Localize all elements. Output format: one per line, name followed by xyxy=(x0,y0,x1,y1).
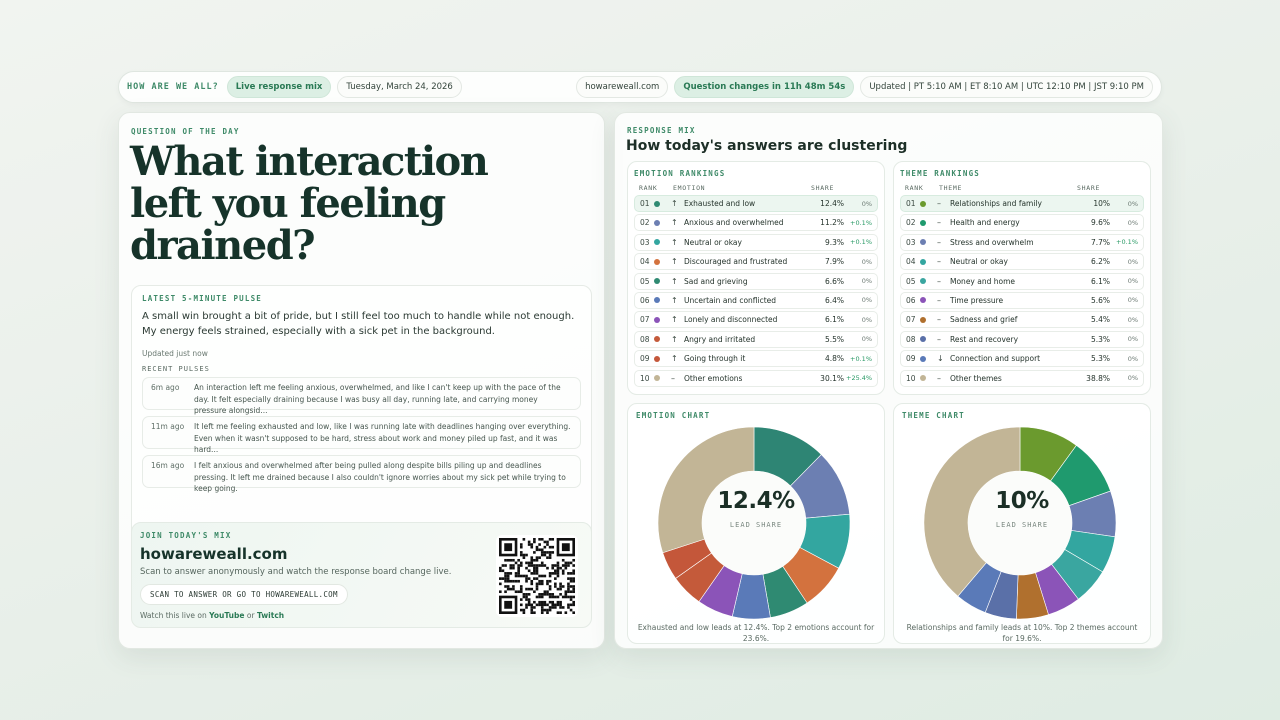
qr-code-icon[interactable] xyxy=(496,535,578,617)
ranking-row[interactable] xyxy=(900,292,1144,309)
col-name: THEME xyxy=(939,184,963,192)
rank-share: 7.9% xyxy=(824,257,844,267)
trend-arrow-icon: – xyxy=(937,295,941,305)
rank-change: 0% xyxy=(861,257,872,266)
rank-share: 38.8% xyxy=(1086,373,1110,383)
response-title: How today's answers are clustering xyxy=(626,138,908,154)
emotion-chart-eyebrow: EMOTION CHART xyxy=(636,411,711,420)
rank-label: Lonely and disconnected xyxy=(684,315,778,325)
rank-change: 0% xyxy=(861,335,872,344)
recent-pulse-item xyxy=(142,416,581,454)
trend-arrow-icon: ↑ xyxy=(671,237,678,247)
updated-times-pill: Updated | PT 5:10 AM | ET 8:10 AM | UTC 12:10 PM | JST 9:10 PM xyxy=(860,76,1153,98)
rank-change: 0% xyxy=(1127,277,1138,286)
rank-share: 5.5% xyxy=(824,334,844,344)
ranking-row[interactable] xyxy=(634,350,878,367)
rank-number: 02 xyxy=(906,218,916,228)
col-share: SHARE xyxy=(1077,184,1101,192)
rank-share: 11.2% xyxy=(820,218,844,228)
rank-label: Discouraged and frustrated xyxy=(684,257,788,267)
rank-change: +0.1% xyxy=(850,218,872,227)
rank-change: 0% xyxy=(861,277,872,286)
ranking-row[interactable] xyxy=(900,273,1144,290)
rank-change: 0% xyxy=(1127,218,1138,227)
rank-share: 6.6% xyxy=(824,276,844,286)
color-dot-icon xyxy=(920,297,926,303)
scan-answer-button[interactable]: SCAN TO ANSWER OR GO TO HOWAREWEALL.COM xyxy=(140,584,348,605)
rank-number: 01 xyxy=(640,199,650,208)
rank-label: Uncertain and conflicted xyxy=(684,295,777,305)
rank-change: 0% xyxy=(861,296,872,305)
rankings-header xyxy=(900,184,1144,192)
ranking-row[interactable] xyxy=(634,331,878,348)
rank-label: Stress and overwhelm xyxy=(950,237,1034,247)
rank-label: Health and energy xyxy=(950,218,1020,228)
rank-change: 0% xyxy=(1127,199,1138,208)
rank-label: Relationships and family xyxy=(950,199,1042,208)
ranking-row[interactable] xyxy=(634,214,878,231)
rank-number: 06 xyxy=(906,295,916,305)
rank-share: 9.6% xyxy=(1090,218,1110,228)
pulse-text: An interaction left me feeling anxious, overwhelmed, and like I can't keep up with the pace of the day. It felt especially draining because I was busy all day, running late, and carrying money pressure alongsid... xyxy=(194,383,561,415)
rank-change: +0.1% xyxy=(1116,238,1138,247)
trend-arrow-icon: – xyxy=(937,199,941,208)
rank-number: 06 xyxy=(640,295,650,305)
trend-arrow-icon: ↑ xyxy=(671,295,678,305)
watch-or: or xyxy=(246,611,255,620)
rank-share: 6.4% xyxy=(824,295,844,305)
rank-label: Neutral or okay xyxy=(684,237,742,247)
rank-number: 09 xyxy=(640,354,650,364)
color-dot-icon xyxy=(654,356,660,362)
youtube-link[interactable]: YouTube xyxy=(209,611,245,620)
rank-share: 9.3% xyxy=(824,237,844,247)
ranking-row[interactable] xyxy=(634,234,878,251)
color-dot-icon xyxy=(920,278,926,284)
rank-number: 05 xyxy=(640,276,650,286)
rank-share: 6.1% xyxy=(1090,276,1110,286)
color-dot-icon xyxy=(654,259,660,265)
trend-arrow-icon: – xyxy=(937,315,941,325)
color-dot-icon xyxy=(920,201,926,207)
live-mix-badge[interactable]: Live response mix xyxy=(227,76,332,98)
color-dot-icon xyxy=(920,356,926,362)
rank-label: Going through it xyxy=(684,354,746,364)
twitch-link[interactable]: Twitch xyxy=(256,611,285,620)
color-dot-icon xyxy=(654,375,660,381)
ranking-row[interactable] xyxy=(900,311,1144,328)
watch-prefix: Watch this live on xyxy=(140,611,207,620)
theme-lead-share: 10% xyxy=(995,488,1049,514)
trend-arrow-icon: ↑ xyxy=(671,257,678,267)
trend-arrow-icon: – xyxy=(937,218,941,228)
rank-label: Rest and recovery xyxy=(950,334,1019,344)
ranking-row[interactable] xyxy=(634,195,878,212)
pulse-time: 6m ago xyxy=(151,383,180,392)
color-dot-icon xyxy=(920,259,926,265)
trend-arrow-icon: ↑ xyxy=(671,354,678,364)
rank-change: 0% xyxy=(1127,257,1138,266)
col-share: SHARE xyxy=(811,184,835,192)
color-dot-icon xyxy=(920,336,926,342)
col-rank: RANK xyxy=(905,184,924,192)
trend-arrow-icon: – xyxy=(937,373,941,383)
ranking-row[interactable] xyxy=(900,253,1144,270)
rank-change: 0% xyxy=(1127,315,1138,324)
ranking-row[interactable] xyxy=(900,370,1144,387)
rank-change: 0% xyxy=(1127,335,1138,344)
rank-label: Exhausted and low xyxy=(684,199,756,208)
ranking-row[interactable] xyxy=(900,214,1144,231)
color-dot-icon xyxy=(920,220,926,226)
trend-arrow-icon: – xyxy=(937,276,941,286)
rank-label: Angry and irritated xyxy=(684,334,756,344)
rank-number: 08 xyxy=(906,334,916,344)
pulse-eyebrow: LATEST 5-MINUTE PULSE xyxy=(142,294,263,303)
rank-number: 10 xyxy=(906,373,916,383)
pulse-time: 11m ago xyxy=(151,422,185,431)
trend-arrow-icon: ↑ xyxy=(671,315,678,325)
rank-number: 07 xyxy=(640,315,650,325)
rank-share: 4.8% xyxy=(824,354,844,364)
emotion-chart-card xyxy=(627,403,885,644)
rank-change: 0% xyxy=(861,199,872,208)
rank-share: 6.2% xyxy=(1090,257,1110,267)
ranking-row[interactable] xyxy=(900,234,1144,251)
site-pill[interactable]: howareweall.com xyxy=(576,76,668,98)
recent-pulse-item xyxy=(142,377,581,415)
col-rank: RANK xyxy=(639,184,658,192)
rankings-header xyxy=(634,184,878,192)
ranking-row[interactable] xyxy=(900,331,1144,348)
rank-share: 30.1% xyxy=(820,373,844,383)
emotion-chart-caption: Exhausted and low leads at 12.4%. Top 2 emotions account for 23.6%. xyxy=(637,623,875,643)
emotion-lead-label: LEAD SHARE xyxy=(729,521,783,529)
rank-change: +0.1% xyxy=(850,238,872,247)
color-dot-icon xyxy=(654,336,660,342)
theme-chart-card xyxy=(893,403,1151,644)
emotion-rankings-eyebrow: EMOTION RANKINGS xyxy=(634,169,726,178)
join-eyebrow: JOIN TODAY'S MIX xyxy=(140,531,232,540)
pulse-text: I felt anxious and overwhelmed after being pulled along despite bills piling up and deadlines pressing. It left me drained because I also couldn't ignore worries about my sick pet while trying to keep going. xyxy=(194,461,566,493)
join-subtitle: Scan to answer anonymously and watch the response board change live. xyxy=(140,567,452,577)
rank-label: Money and home xyxy=(950,276,1016,286)
date-pill: Tuesday, March 24, 2026 xyxy=(337,76,461,98)
color-dot-icon xyxy=(654,220,660,226)
trend-arrow-icon: ↑ xyxy=(671,334,678,344)
color-dot-icon xyxy=(654,239,660,245)
join-card xyxy=(131,522,592,628)
color-dot-icon xyxy=(920,239,926,245)
rank-share: 5.3% xyxy=(1090,334,1110,344)
question-panel xyxy=(118,112,605,649)
rank-change: 0% xyxy=(861,315,872,324)
pulse-time: 16m ago xyxy=(151,461,185,470)
ranking-row[interactable] xyxy=(900,350,1144,367)
ranking-row[interactable] xyxy=(900,195,1144,212)
rank-share: 5.3% xyxy=(1090,354,1110,364)
brand-label: HOW ARE WE ALL? xyxy=(127,82,219,92)
emotion-rankings-card xyxy=(627,161,885,395)
rank-change: +0.1% xyxy=(850,354,872,363)
theme-chart-eyebrow: THEME CHART xyxy=(902,411,965,420)
question-eyebrow: QUESTION OF THE DAY xyxy=(131,127,240,136)
rank-label: Connection and support xyxy=(950,354,1041,364)
ranking-row[interactable] xyxy=(634,253,878,270)
rank-share: 5.6% xyxy=(1090,295,1110,305)
rank-label: Anxious and overwhelmed xyxy=(684,218,784,228)
top-bar xyxy=(118,71,1162,103)
rank-number: 04 xyxy=(906,257,916,267)
rank-label: Other themes xyxy=(950,373,1002,383)
rank-number: 09 xyxy=(906,354,916,364)
rank-share: 7.7% xyxy=(1090,237,1110,247)
ranking-row[interactable] xyxy=(634,292,878,309)
color-dot-icon xyxy=(654,317,660,323)
join-site[interactable]: howareweall.com xyxy=(140,545,288,563)
rank-number: 05 xyxy=(906,276,916,286)
theme-lead-label: LEAD SHARE xyxy=(995,521,1049,529)
rank-number: 03 xyxy=(640,237,650,247)
rank-number: 10 xyxy=(640,373,650,383)
rank-share: 5.4% xyxy=(1090,315,1110,325)
rank-label: Other emotions xyxy=(684,373,743,383)
response-panel xyxy=(614,112,1163,649)
theme-rankings-card xyxy=(893,161,1151,395)
rank-number: 02 xyxy=(640,218,650,228)
rank-label: Sad and grieving xyxy=(684,276,748,286)
rank-label: Sadness and grief xyxy=(950,315,1018,325)
pulse-updated: Updated just now xyxy=(142,349,208,358)
color-dot-icon xyxy=(920,317,926,323)
recent-pulse-item xyxy=(142,455,581,493)
recent-pulses-label: RECENT PULSES xyxy=(142,365,210,373)
col-name: EMOTION xyxy=(673,184,706,192)
rank-number: 07 xyxy=(906,315,916,325)
rank-number: 04 xyxy=(640,257,650,267)
pulse-text: It left me feeling exhausted and low, like I was running late with deadlines hanging over everything. Even when it wasn't supposed to be hard, stress about work and money piled up fast, and it was hard... xyxy=(194,422,571,454)
rank-number: 01 xyxy=(906,199,916,208)
theme-rankings-eyebrow: THEME RANKINGS xyxy=(900,169,981,178)
countdown-pill: Question changes in 11h 48m 54s xyxy=(674,76,854,98)
trend-arrow-icon: ↑ xyxy=(671,199,678,208)
trend-arrow-icon: ↑ xyxy=(671,276,678,286)
rank-number: 03 xyxy=(906,237,916,247)
ranking-row[interactable] xyxy=(634,370,878,387)
color-dot-icon xyxy=(920,375,926,381)
color-dot-icon xyxy=(654,278,660,284)
rank-change: 0% xyxy=(1127,296,1138,305)
trend-arrow-icon: ↓ xyxy=(937,354,944,364)
rank-share: 10% xyxy=(1093,199,1110,208)
rank-label: Neutral or okay xyxy=(950,257,1008,267)
response-eyebrow: RESPONSE MIX xyxy=(627,126,696,135)
trend-arrow-icon: ↑ xyxy=(671,218,678,228)
trend-arrow-icon: – xyxy=(937,257,941,267)
color-dot-icon xyxy=(654,297,660,303)
pulse-summary: A small win brought a bit of pride, but I still feel too much to handle while not enough. My energy feels strained, especially with a sick pet in the background. xyxy=(142,311,575,337)
color-dot-icon xyxy=(654,201,660,207)
trend-arrow-icon: – xyxy=(671,373,675,383)
ranking-row[interactable] xyxy=(634,311,878,328)
theme-chart-caption: Relationships and family leads at 10%. Top 2 themes account for 19.6%. xyxy=(906,623,1138,643)
trend-arrow-icon: – xyxy=(937,237,941,247)
rank-share: 6.1% xyxy=(824,315,844,325)
emotion-lead-share: 12.4% xyxy=(717,488,795,514)
rank-change: +25.4% xyxy=(846,374,873,383)
question-title: What interaction left you feeling drained? xyxy=(130,138,488,269)
rank-change: 0% xyxy=(1127,374,1138,383)
rank-number: 08 xyxy=(640,334,650,344)
trend-arrow-icon: – xyxy=(937,334,941,344)
rank-label: Time pressure xyxy=(950,295,1004,305)
rank-change: 0% xyxy=(1127,354,1138,363)
ranking-row[interactable] xyxy=(634,273,878,290)
rank-share: 12.4% xyxy=(820,199,844,208)
